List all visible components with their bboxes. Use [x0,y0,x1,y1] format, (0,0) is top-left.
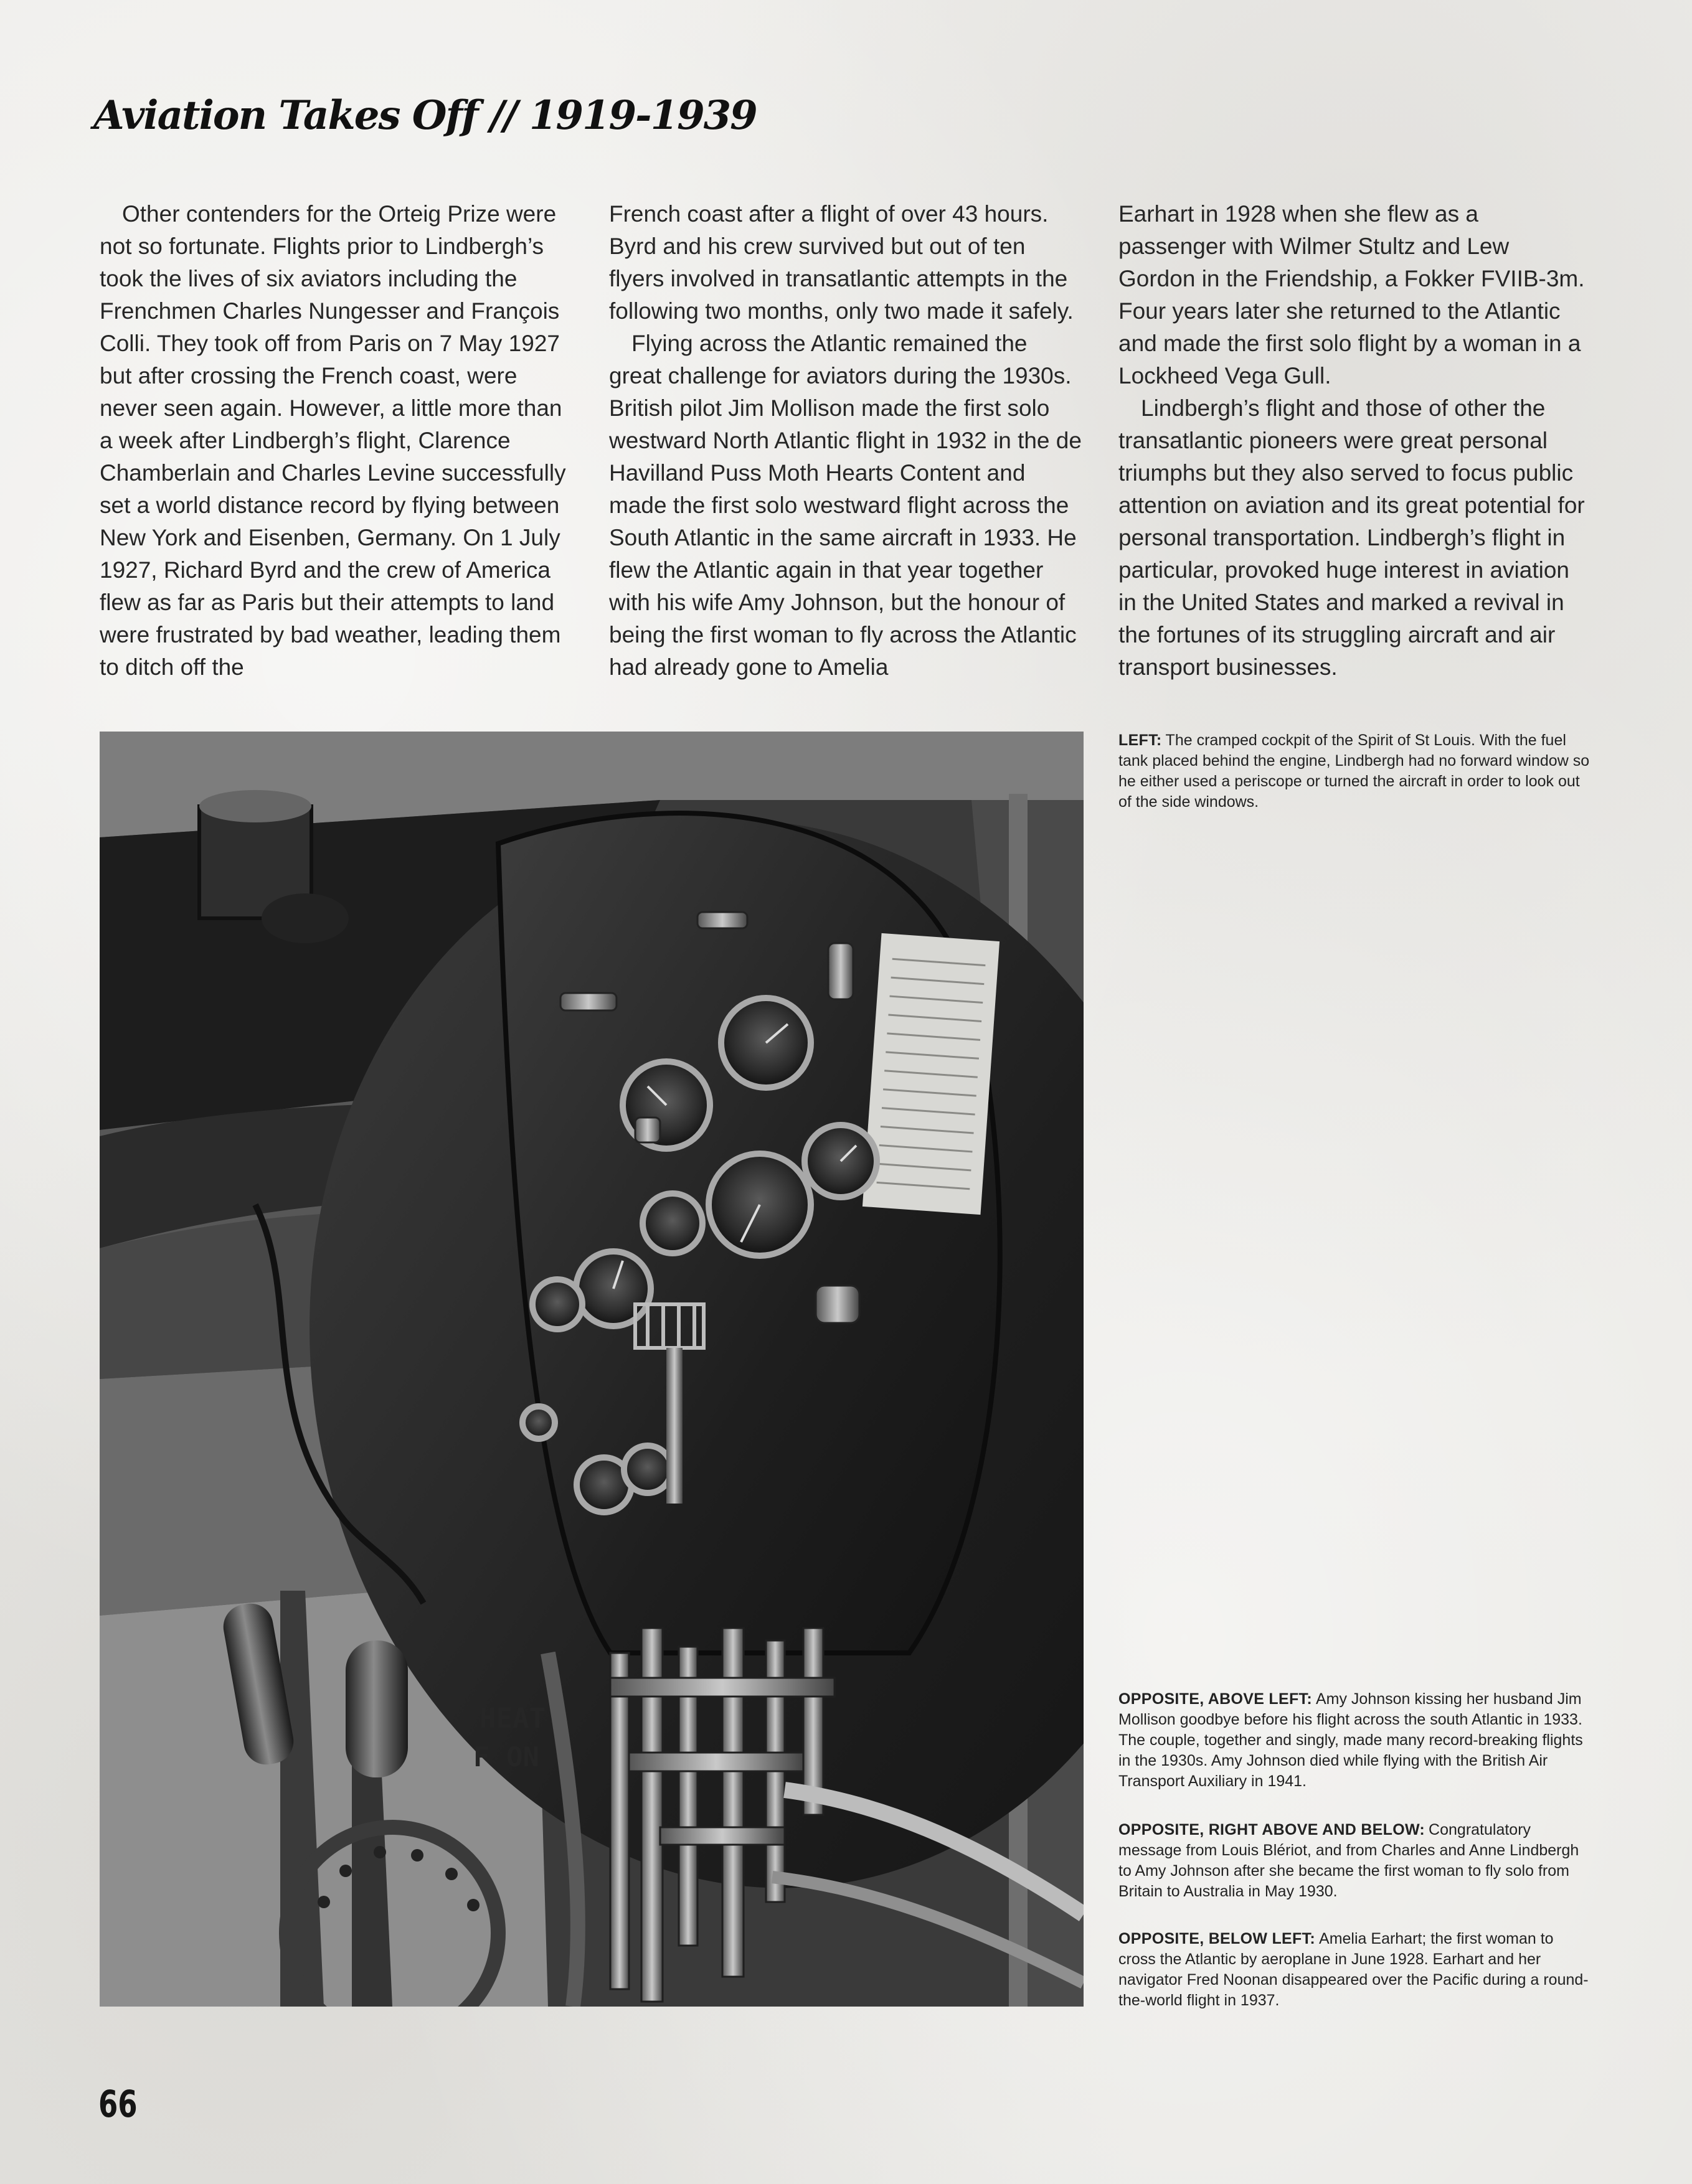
caption-text: The cramped cockpit of the Spirit of St Louis. With the fuel tank placed behind the engine, Lindbergh had no forward window so he either used a periscope or turned the aircraft in order to look out of the side windows. [1118,732,1590,811]
cockpit-illustration [100,732,1084,2007]
caption-text: Congratulatory message from Louis Blériot, and from Charles and Anne Lindbergh to Amy Johnson after she became the first woman to fly solo from Britain to Australia in May 1930. [1118,1821,1579,1900]
page-number: 66 [98,2083,138,2126]
caption-opposite-right [1118,1820,1592,1902]
paragraph: Earhart in 1928 when she flew as a passenger with Wilmer Stultz and Lew Gordon in the Friendship, a Fokker FVIIB-3m. Four years later she returned to the Atlantic and made the first solo flight by a woman in a Lockheed Vega Gull. [1118,201,1585,388]
stencil-off-on: F ON [473,1741,539,1773]
caption-label: OPPOSITE, RIGHT ABOVE AND BELOW: [1118,1821,1425,1838]
cockpit-photo [100,732,1084,2007]
caption-label: LEFT: [1118,732,1162,749]
page-title: Aviation Takes Off // 1919-1939 [93,92,757,139]
caption-opposite-below-left [1118,1929,1592,2011]
body-column-3 [1118,198,1592,684]
paragraph: French coast after a flight of over 43 hours. Byrd and his crew survived but out of ten flyers involved in transatlantic attempts in the following two months, only two made it safely. [609,201,1074,324]
caption-label: OPPOSITE, ABOVE LEFT: [1118,1690,1312,1708]
caption-text: Amy Johnson kissing her husband Jim Mollison goodbye before his flight across the south Atlantic in 1933. The couple, together and singly, made many record-breaking flights in the 1930s. Amy Johnson died while flying with the British Air Transport Auxiliary in 1941. [1118,1690,1583,1790]
paragraph: Flying across the Atlantic remained the great challenge for aviators during the 1930s. British pilot Jim Mollison made the first solo westward North Atlantic flight in 1932 in the de Havilland Puss Moth Hearts Content and made the first solo westward flight across the South Atlantic in the same aircraft in 1933. He flew the Atlantic again in that year together with his wife Amy Johnson, but the honour of being the first woman to fly across the Atlantic had already gone to Amelia [609,331,1082,680]
caption-text: Amelia Earhart; the first woman to cross the Atlantic by aeroplane in June 1928. Earhart and her navigator Fred Noonan disappeared over the Pacific during a round-the-world flight in 1937. [1118,1930,1589,2009]
body-column-2 [609,198,1082,684]
stencil-heat: HEAT [480,1703,546,1734]
paragraph: Lindbergh’s flight and those of other the transatlantic pioneers were great personal triumphs but they also served to focus public attention on aviation and its great potential for personal transportation. Lindbergh’s flight in particular, provoked huge interest in aviation in the United States and marked a revival in the fortunes of its struggling aircraft and air transport businesses. [1118,395,1585,680]
caption-opposite-above-left [1118,1689,1592,1792]
caption-left [1118,730,1592,812]
paragraph: Other contenders for the Orteig Prize were not so fortunate. Flights prior to Lindbergh’s took the lives of six aviators including the Frenchmen Charles Nungesser and François Colli. They took off from Paris on 7 May 1927 but after crossing the French coast, were never seen again. However, a little more than a week after Lindbergh’s flight, Clarence Chamberlain and Charles Levine successfully set a world distance record by flying between New York and Eisenben, Germany. On 1 July 1927, Richard Byrd and the crew of America flew as far as Paris but their attempts to land were frustrated by bad weather, leading them to ditch off the [100,201,566,680]
body-column-1 [100,198,573,684]
caption-label: OPPOSITE, BELOW LEFT: [1118,1930,1316,1947]
